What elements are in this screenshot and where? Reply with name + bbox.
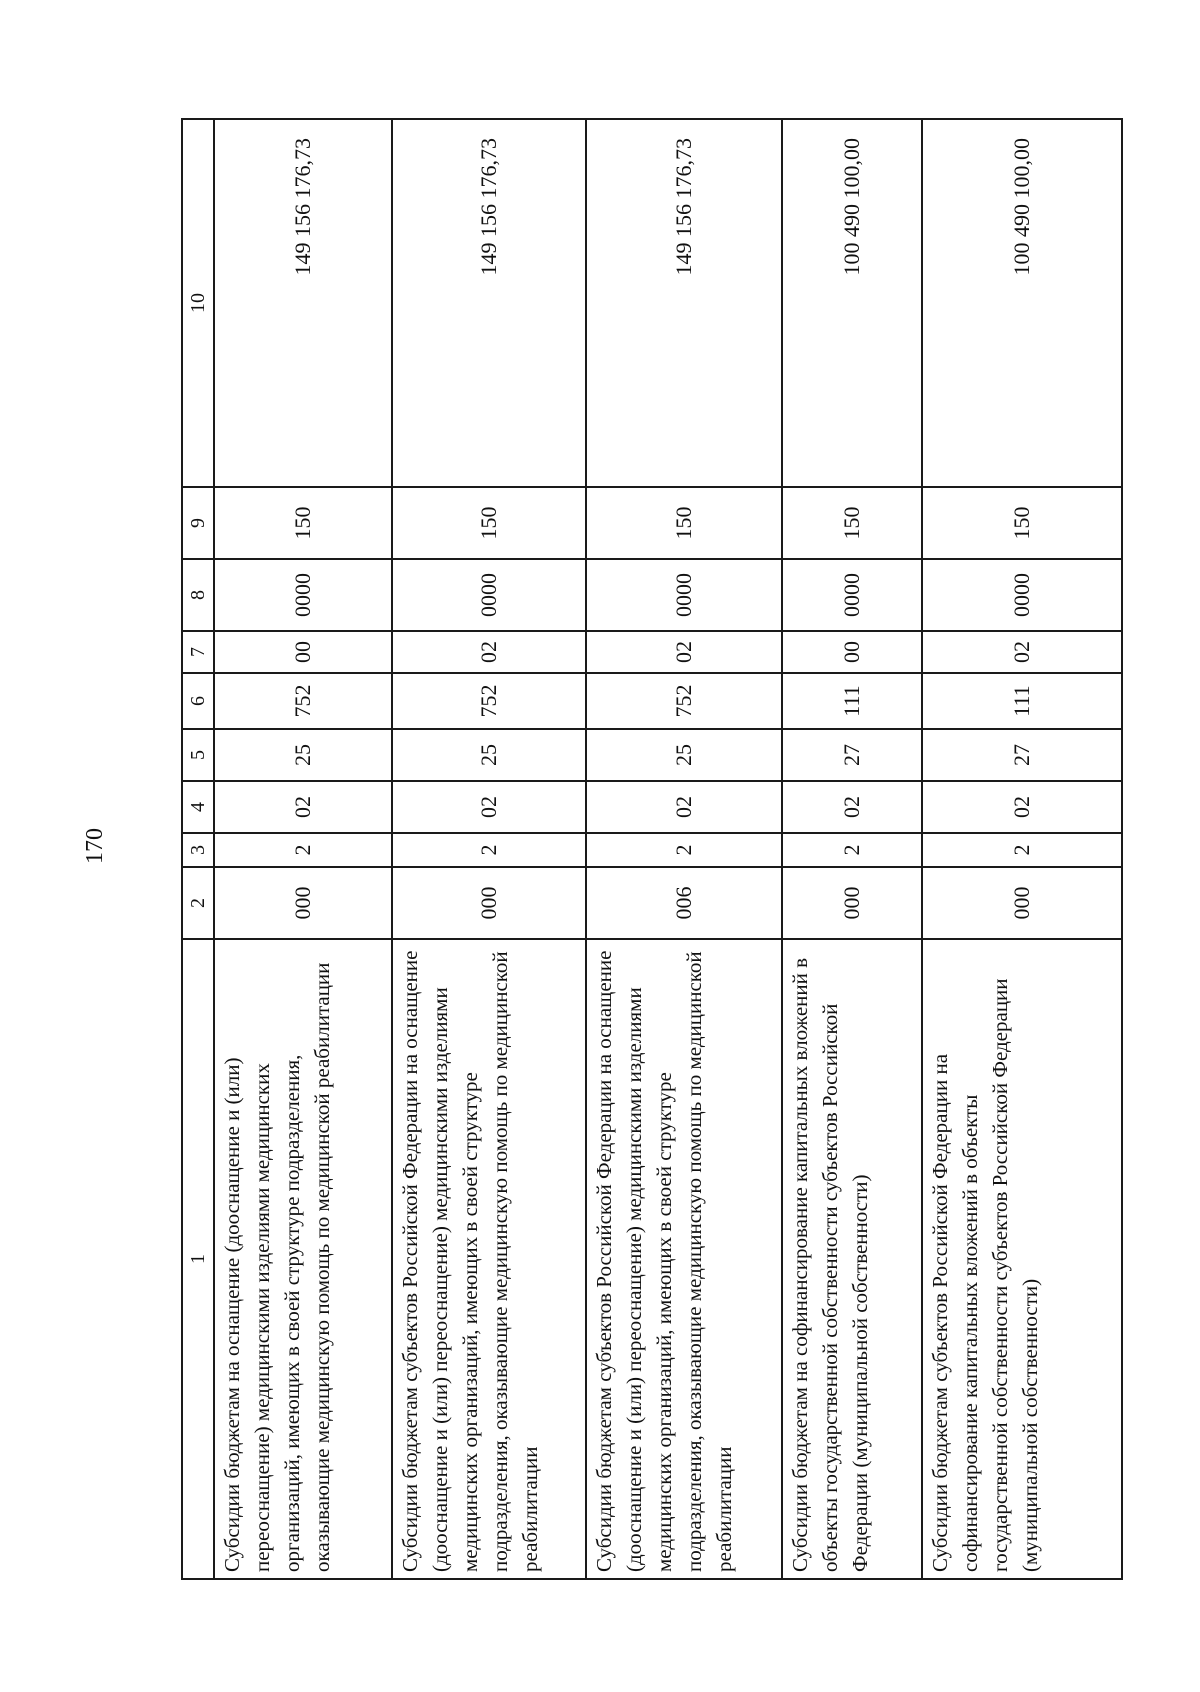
code-cell-8: 0000 [922, 559, 1122, 631]
code-cell-5: 27 [782, 729, 922, 781]
code-cell-7: 02 [922, 631, 1122, 673]
amount-cell: 100 490 100,00 [922, 119, 1122, 487]
code-cell-7: 00 [782, 631, 922, 673]
row-name-cell: Субсидии бюджетам на софинансирование капитальных вложений в объекты государственной собственности субъектов Российской Федерации (муниципальной собственности) [782, 939, 922, 1579]
code-cell-9: 150 [782, 487, 922, 559]
code-cell-3: 2 [214, 833, 392, 867]
header-cell: 10 [182, 119, 214, 487]
code-cell-9: 150 [922, 487, 1122, 559]
code-cell-5: 25 [392, 729, 586, 781]
code-cell-2: 000 [392, 867, 586, 939]
header-cell: 2 [182, 867, 214, 939]
budget-table [181, 118, 1123, 1580]
amount-cell: 149 156 176,73 [586, 119, 782, 487]
table-row [922, 119, 1122, 1579]
code-cell-6: 111 [782, 673, 922, 729]
header-cell: 8 [182, 559, 214, 631]
code-cell-9: 150 [392, 487, 586, 559]
code-cell-4: 02 [214, 781, 392, 833]
code-cell-2: 000 [214, 867, 392, 939]
header-cell: 7 [182, 631, 214, 673]
code-cell-5: 25 [586, 729, 782, 781]
header-cell: 9 [182, 487, 214, 559]
table-header-row [182, 119, 214, 1579]
code-cell-6: 111 [922, 673, 1122, 729]
code-cell-8: 0000 [392, 559, 586, 631]
code-cell-6: 752 [392, 673, 586, 729]
page-number: 170 [82, 828, 108, 864]
code-cell-2: 000 [922, 867, 1122, 939]
table-row [392, 119, 586, 1579]
amount-cell: 149 156 176,73 [392, 119, 586, 487]
code-cell-4: 02 [782, 781, 922, 833]
code-cell-9: 150 [586, 487, 782, 559]
code-cell-6: 752 [214, 673, 392, 729]
code-cell-7: 02 [586, 631, 782, 673]
table-row [214, 119, 392, 1579]
code-cell-8: 0000 [782, 559, 922, 631]
code-cell-5: 25 [214, 729, 392, 781]
code-cell-8: 0000 [586, 559, 782, 631]
table-row [782, 119, 922, 1579]
rotated-table-frame [181, 120, 1121, 1580]
amount-cell: 100 490 100,00 [782, 119, 922, 487]
header-cell: 5 [182, 729, 214, 781]
code-cell-9: 150 [214, 487, 392, 559]
code-cell-3: 2 [922, 833, 1122, 867]
code-cell-3: 2 [782, 833, 922, 867]
code-cell-7: 02 [392, 631, 586, 673]
header-cell: 6 [182, 673, 214, 729]
code-cell-4: 02 [392, 781, 586, 833]
code-cell-7: 00 [214, 631, 392, 673]
table-row [586, 119, 782, 1579]
header-cell: 1 [182, 939, 214, 1579]
code-cell-3: 2 [586, 833, 782, 867]
row-name-cell: Субсидии бюджетам субъектов Российской Федерации на софинансирование капитальных вложений в объекты государственной собственности субъектов Российской Федерации (муниципальной собственности) [922, 939, 1122, 1579]
amount-cell: 149 156 176,73 [214, 119, 392, 487]
code-cell-4: 02 [586, 781, 782, 833]
code-cell-2: 000 [782, 867, 922, 939]
code-cell-5: 27 [922, 729, 1122, 781]
row-name-cell: Субсидии бюджетам субъектов Российской Федерации на оснащение (дооснащение и (или) переоснащение) медицинскими изделиями медицинских организаций, имеющих в своей структуре подразделения, оказывающие медицинскую помощь по медицинской реабилитации [586, 939, 782, 1579]
header-cell: 3 [182, 833, 214, 867]
row-name-cell: Субсидии бюджетам субъектов Российской Федерации на оснащение (дооснащение и (или) переоснащение) медицинскими изделиями медицинских организаций, имеющих в своей структуре подразделения, оказывающие медицинскую помощь по медицинской реабилитации [392, 939, 586, 1579]
code-cell-4: 02 [922, 781, 1122, 833]
code-cell-3: 2 [392, 833, 586, 867]
code-cell-2: 006 [586, 867, 782, 939]
row-name-cell: Субсидии бюджетам на оснащение (дооснащение и (или) переоснащение) медицинскими изделиями медицинских организаций, имеющих в своей структуре подразделения, оказывающие медицинскую помощь по медицинской реабилитации [214, 939, 392, 1579]
code-cell-6: 752 [586, 673, 782, 729]
code-cell-8: 0000 [214, 559, 392, 631]
header-cell: 4 [182, 781, 214, 833]
